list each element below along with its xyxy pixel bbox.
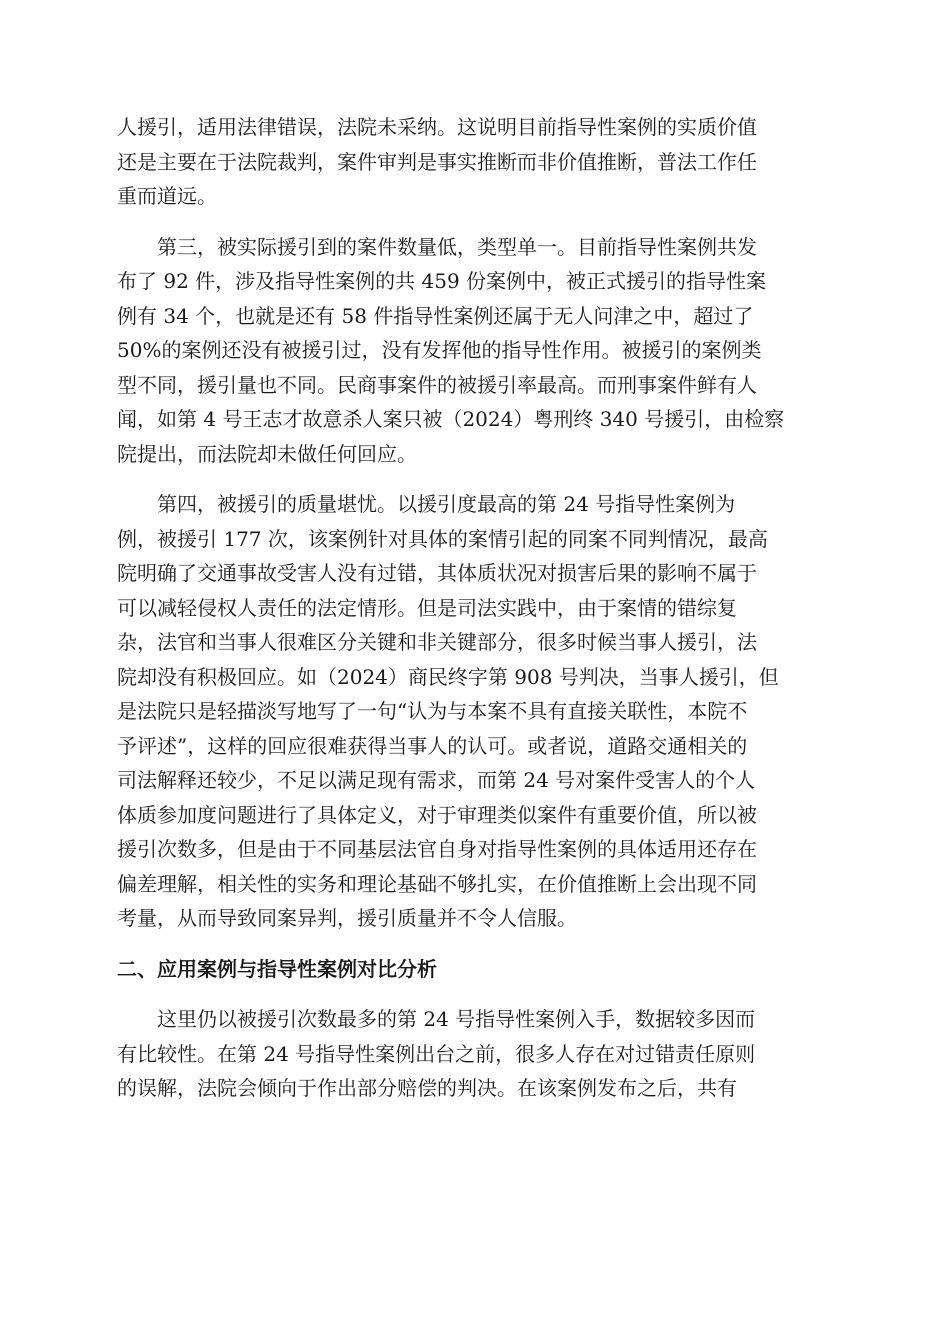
text-line: 考量，从而导致同案异判，援引质量并不令人信服。 [117, 906, 577, 930]
text-line: 有比较性。在第 24 号指导性案例出台之前，很多人存在对过错责任原则 [117, 1041, 756, 1066]
text-line: 人援引，适用法律错误，法院未采纳。这说明目前指导性案例的实质价值 [117, 115, 757, 139]
text-line: 是法院只是轻描淡写地写了一句“认为与本案不具有直接关联性，本院不 [117, 699, 748, 723]
paragraph-spacer [117, 471, 833, 487]
text-line: 体质参加度问题进行了具体定义，对于审理类似案件有重要价值，所以被 [117, 802, 757, 827]
text-line: 布了 92 件，涉及指导性案例的共 459 份案例中，被正式援引的指导性案 [117, 269, 767, 293]
text-line: 可以减轻侵权人责任的法定情形。但是司法实践中，由于案情的错综复 [117, 595, 737, 620]
document-page [117, 110, 833, 1106]
section-heading: 二、应用案例与指导性案例对比分析 [117, 956, 437, 981]
paragraph-spacer [117, 936, 833, 952]
paragraph-spacer [117, 214, 833, 230]
text-line: 第四，被援引的质量堪忧。以援引度最高的第 24 号指导性案例为 [117, 492, 736, 516]
paragraph-1 [117, 110, 833, 214]
paragraph-spacer [117, 986, 833, 1002]
text-line: 杂，法官和当事人很难区分关键和非关键部分，很多时候当事人援引，法 [117, 630, 757, 654]
text-line: 援引次数多，但是由于不同基层法官自身对指导性案例的具体适用还存在 [117, 837, 757, 861]
text-line: 院却没有积极回应。如（2024）商民终字第 908 号判决，当事人援引，但 [117, 664, 779, 689]
text-line: 院明确了交通事故受害人没有过错，其体质状况对损害后果的影响不属于 [117, 561, 757, 585]
paragraph-2 [117, 230, 833, 472]
text-line: 司法解释还较少，不足以满足现有需求，而第 24 号对案件受害人的个人 [117, 768, 756, 792]
text-line: 偏差理解，相关性的实务和理论基础不够扎实，在价值推断上会出现不同 [117, 871, 757, 896]
text-line: 型不同，援引量也不同。民商事案件的被援引率最高。而刑事案件鲜有人 [117, 372, 757, 397]
text-line: 第三，被实际援引到的案件数量低，类型单一。目前指导性案例共发 [117, 234, 757, 259]
text-line: 重而道远。 [117, 184, 217, 208]
paragraph-4 [117, 1002, 833, 1106]
text-line: 例有 34 个，也就是还有 58 件指导性案例还属于无人问津之中，超过了 [117, 303, 754, 328]
text-line: 例，被援引 177 次，该案例针对具体的案情引起的同案不同判情况，最高 [117, 526, 768, 551]
text-line: 还是主要在于法院裁判，案件审判是事实推断而非价值推断，普法工作任 [117, 149, 757, 174]
text-line: 50%的案例还没有被援引过，没有发挥他的指导性作用。被援引的案例类 [117, 338, 762, 362]
text-line: 闻，如第 4 号王志才故意杀人案只被（2024）粤刑终 340 号援引，由检察 [117, 407, 785, 431]
paragraph-3 [117, 487, 833, 936]
text-line: 的误解，法院会倾向于作出部分赔偿的判决。在该案例发布之后，共有 [117, 1076, 737, 1100]
text-line: 这里仍以被援引次数最多的第 24 号指导性案例入手，数据较多因而 [117, 1007, 756, 1031]
text-line: 予评述”，这样的回应很难获得当事人的认可。或者说，道路交通相关的 [117, 733, 748, 758]
text-line: 院提出，而法院却未做任何回应。 [117, 441, 417, 466]
